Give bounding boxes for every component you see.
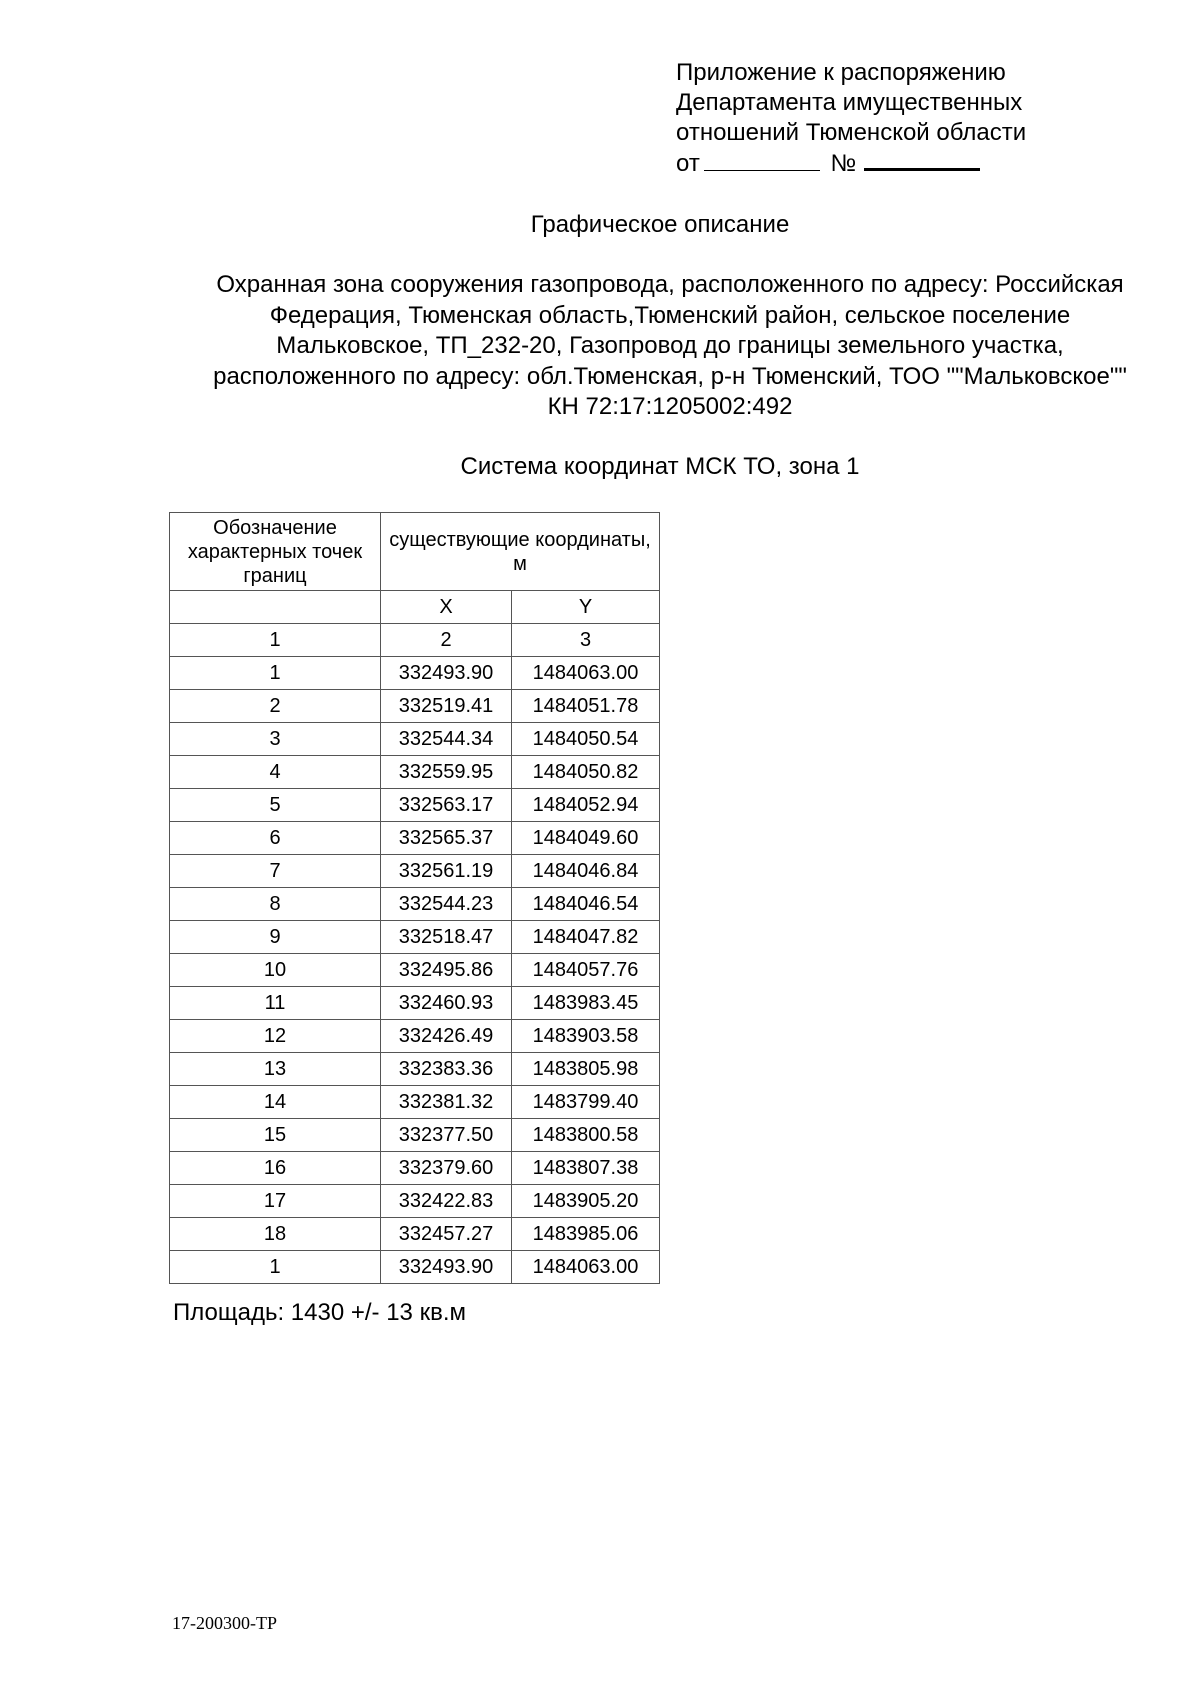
from-label: от [676, 150, 700, 177]
table-numbering-row [170, 624, 660, 657]
table-row [170, 723, 660, 756]
y-coordinate-cell: 1484050.82 [512, 756, 660, 789]
table-row [170, 954, 660, 987]
x-coordinate-cell: 332495.86 [381, 954, 512, 987]
footer-code: 17-200300-ТР [172, 1613, 277, 1633]
header-points: Обозначение характерных точек границ [170, 513, 381, 591]
y-coordinate-cell: 1483805.98 [512, 1053, 660, 1086]
table-row [170, 1185, 660, 1218]
x-coordinate-cell: 332383.36 [381, 1053, 512, 1086]
table-row [170, 1086, 660, 1119]
x-coordinate-cell: 332422.83 [381, 1185, 512, 1218]
numbering-cell: 3 [512, 624, 660, 657]
y-coordinate-cell: 1483799.40 [512, 1086, 660, 1119]
coordinates-table [169, 512, 660, 1284]
point-cell: 3 [170, 723, 381, 756]
table-header-row [170, 513, 660, 591]
y-coordinate-cell: 1484063.00 [512, 1251, 660, 1284]
point-cell: 1 [170, 1251, 381, 1284]
x-coordinate-cell: 332381.32 [381, 1086, 512, 1119]
table-row [170, 1020, 660, 1053]
point-cell: 14 [170, 1086, 381, 1119]
point-cell: 13 [170, 1053, 381, 1086]
x-coordinate-cell: 332563.17 [381, 789, 512, 822]
point-cell: 6 [170, 822, 381, 855]
x-coordinate-cell: 332493.90 [381, 657, 512, 690]
point-cell: 10 [170, 954, 381, 987]
x-coordinate-cell: 332377.50 [381, 1119, 512, 1152]
point-cell: 1 [170, 657, 381, 690]
x-coordinate-cell: 332460.93 [381, 987, 512, 1020]
appendix-line-2: Департамента имущественных [676, 89, 1023, 116]
x-coordinate-cell: 332379.60 [381, 1152, 512, 1185]
point-cell: 17 [170, 1185, 381, 1218]
y-coordinate-cell: 1484047.82 [512, 921, 660, 954]
y-coordinate-cell: 1484046.84 [512, 855, 660, 888]
header-x: X [381, 591, 512, 624]
x-coordinate-cell: 332518.47 [381, 921, 512, 954]
x-coordinate-cell: 332565.37 [381, 822, 512, 855]
number-blank-line [864, 148, 980, 171]
table-row [170, 888, 660, 921]
point-cell: 5 [170, 789, 381, 822]
table-row [170, 756, 660, 789]
table-row [170, 822, 660, 855]
date-blank-line [704, 150, 820, 171]
numbering-cell: 1 [170, 624, 381, 657]
appendix-line-3: отношений Тюменской области [676, 119, 1027, 146]
y-coordinate-cell: 1484051.78 [512, 690, 660, 723]
table-row [170, 1218, 660, 1251]
y-coordinate-cell: 1484052.94 [512, 789, 660, 822]
point-cell: 7 [170, 855, 381, 888]
x-coordinate-cell: 332544.23 [381, 888, 512, 921]
point-cell: 18 [170, 1218, 381, 1251]
table-row [170, 1152, 660, 1185]
table-row [170, 657, 660, 690]
area-text: Площадь: 1430 +/- 13 кв.м [173, 1299, 466, 1326]
appendix-header [676, 58, 1026, 179]
y-coordinate-cell: 1483983.45 [512, 987, 660, 1020]
y-coordinate-cell: 1483985.06 [512, 1218, 660, 1251]
object-description: Охранная зона сооружения газопровода, расположенного по адресу: Российская Федерация, Тюменская область,Тюменский район, сельское поселение Мальковское, ТП_232-20, Газопровод до границы земельного участка, расположенного по адресу: обл.Тюменская, р-н Тюменский, ТОО ""Мальковское"" КН 72:17:1205002:492 [213, 271, 1127, 420]
point-cell: 16 [170, 1152, 381, 1185]
x-coordinate-cell: 332544.34 [381, 723, 512, 756]
point-cell: 15 [170, 1119, 381, 1152]
table-subheader-row [170, 591, 660, 624]
table-row [170, 1119, 660, 1152]
point-cell: 11 [170, 987, 381, 1020]
x-coordinate-cell: 332561.19 [381, 855, 512, 888]
x-coordinate-cell: 332426.49 [381, 1020, 512, 1053]
table-row [170, 789, 660, 822]
x-coordinate-cell: 332493.90 [381, 1251, 512, 1284]
numbering-cell: 2 [381, 624, 512, 657]
y-coordinate-cell: 1483903.58 [512, 1020, 660, 1053]
coordinate-system: Система координат МСК ТО, зона 1 [460, 453, 860, 480]
y-coordinate-cell: 1483807.38 [512, 1152, 660, 1185]
x-coordinate-cell: 332457.27 [381, 1218, 512, 1251]
point-cell: 2 [170, 690, 381, 723]
y-coordinate-cell: 1484057.76 [512, 954, 660, 987]
point-cell: 12 [170, 1020, 381, 1053]
table-row [170, 921, 660, 954]
y-coordinate-cell: 1484063.00 [512, 657, 660, 690]
table-row [170, 855, 660, 888]
table-row [170, 987, 660, 1020]
y-coordinate-cell: 1483905.20 [512, 1185, 660, 1218]
y-coordinate-cell: 1484046.54 [512, 888, 660, 921]
header-empty-cell [170, 591, 381, 624]
table-row [170, 690, 660, 723]
x-coordinate-cell: 332519.41 [381, 690, 512, 723]
number-label: № [830, 150, 857, 177]
y-coordinate-cell: 1484049.60 [512, 822, 660, 855]
point-cell: 9 [170, 921, 381, 954]
appendix-line-1: Приложение к распоряжению [676, 59, 1006, 86]
y-coordinate-cell: 1483800.58 [512, 1119, 660, 1152]
table-row [170, 1251, 660, 1284]
header-y: Y [512, 591, 660, 624]
appendix-date-number-line [676, 148, 1026, 179]
point-cell: 4 [170, 756, 381, 789]
x-coordinate-cell: 332559.95 [381, 756, 512, 789]
y-coordinate-cell: 1484050.54 [512, 723, 660, 756]
point-cell: 8 [170, 888, 381, 921]
document-title: Графическое описание [530, 211, 790, 238]
table-row [170, 1053, 660, 1086]
header-coords: существующие координаты, м [381, 513, 660, 591]
